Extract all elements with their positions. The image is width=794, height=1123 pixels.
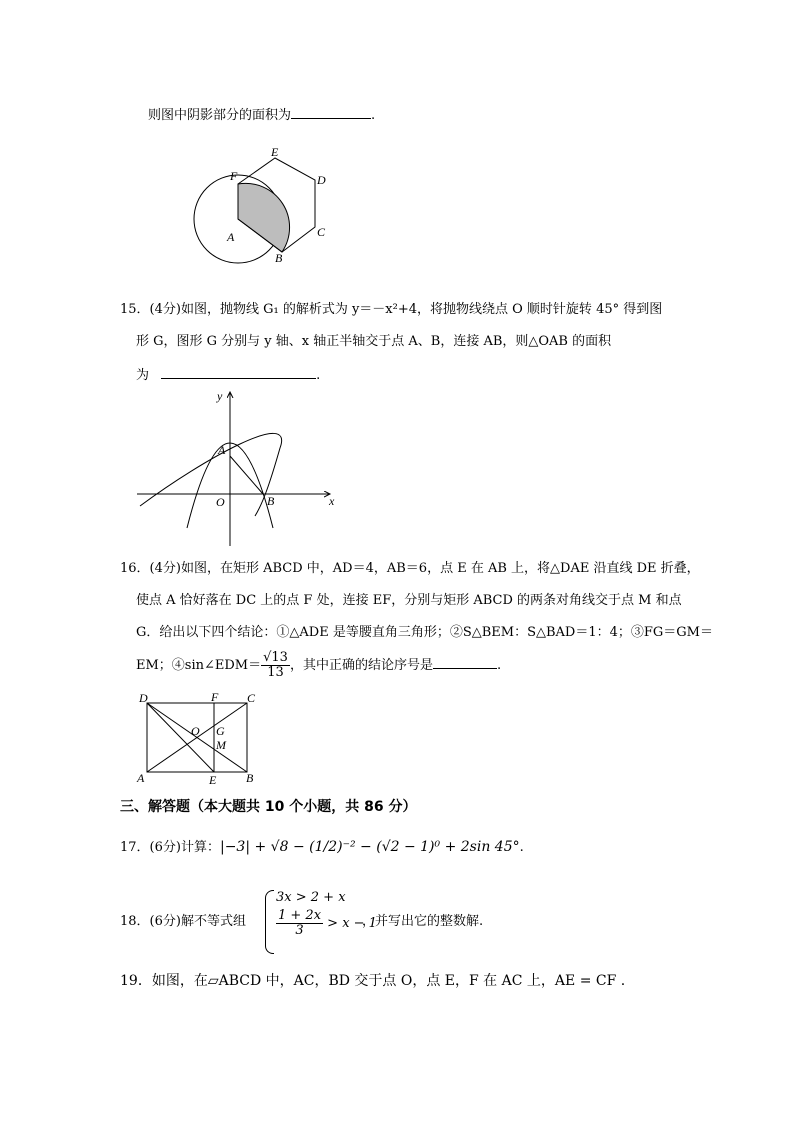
label-b: B <box>275 251 283 265</box>
q18-brace <box>265 890 274 954</box>
q18-suffix: ，并写出它的整数解. <box>362 914 484 929</box>
q16-score: (4分) <box>149 561 181 576</box>
q16-text4b: ，其中正确的结论序号是 <box>289 658 433 673</box>
q18-ineq1: 3x > 2 + x <box>276 890 346 905</box>
q18-prefix: 解不等式组 <box>180 914 246 929</box>
shaded-sector <box>238 183 290 252</box>
q16-text4a: EM；④sin∠EDM＝ <box>136 658 262 673</box>
q16-line2: 使点 A 恰好落在 DC 上的点 F 处，连接 EF，分别与矩形 ABCD 的两条对角线交于点 M 和点 <box>136 593 682 608</box>
label-b: B <box>246 771 254 785</box>
label-g: G <box>216 724 225 738</box>
q16-end: . <box>496 658 502 673</box>
section-title: 三、解答题（本大题共 10 个小题，共 86 分） <box>120 799 417 815</box>
q16-line4 <box>136 651 501 680</box>
q18-frac-num: 1 + 2x <box>278 908 322 923</box>
q15-line2: 形 G，图形 G 分别与 y 轴、x 轴正半轴交于点 A、B，连接 AB，则△OAB 的面积 <box>136 334 612 349</box>
label-c: C <box>247 691 256 705</box>
q15-text3: 为 <box>136 368 150 383</box>
label-e: E <box>209 773 217 786</box>
label-e: E <box>271 145 279 159</box>
q16-line3: G．给出以下四个结论：①△ADE 是等腰直角三角形；②S△BEM：S△BAD＝1：4；③FG＝GM＝ <box>136 625 713 640</box>
q18-ineq2-rhs: > x − 1 <box>327 916 377 931</box>
q17-score: (6分) <box>149 840 181 855</box>
q16-frac-den: 13 <box>267 665 284 680</box>
q18-frac-den: 3 <box>295 923 304 938</box>
q18-score: (6分) <box>149 914 181 929</box>
q15-line1 <box>120 301 662 319</box>
b-label: B <box>267 494 275 508</box>
q14-answer-blank[interactable] <box>291 104 371 119</box>
q18-number: 18． <box>120 914 150 929</box>
q15-end: . <box>316 368 321 383</box>
q15-number: 15． <box>120 302 150 317</box>
label-a: A <box>137 771 145 785</box>
rotated-curve-g <box>140 433 282 516</box>
q15-line3 <box>136 364 320 385</box>
label-f: F <box>230 169 238 183</box>
q16-line1 <box>120 560 700 578</box>
q19-number: 19． <box>120 973 152 989</box>
label-f: F <box>211 690 219 704</box>
label-c: C <box>317 225 326 239</box>
q17-number: 17． <box>120 840 150 855</box>
q16-figure <box>134 690 264 786</box>
q16-frac-num: √13 <box>263 650 288 665</box>
q14-text <box>148 104 375 125</box>
o-label: O <box>216 495 225 509</box>
label-o: O <box>191 724 200 738</box>
label-d: D <box>317 173 326 187</box>
q17-prefix: 计算： <box>180 840 220 855</box>
q19-text: 如图，在▱ABCD 中，AC，BD 交于点 O，点 E，F 在 AC 上，AE = CF . <box>151 973 626 989</box>
q17 <box>120 838 524 857</box>
q16-text1: 如图，在矩形 ABCD 中，AD＝4，AB＝6，点 E 在 AB 上，将△DAE 沿直线 DE 折叠， <box>180 561 700 576</box>
q19 <box>120 972 625 990</box>
segment-de <box>147 703 214 772</box>
q15-figure <box>135 388 345 548</box>
segment-ab <box>230 456 263 494</box>
y-label: y <box>217 389 223 403</box>
x-label: x <box>329 494 335 508</box>
label-d: D <box>139 691 148 705</box>
label-a: A <box>227 230 235 244</box>
q18-ineq2-frac <box>276 909 323 938</box>
q16-answer-blank[interactable] <box>433 654 497 669</box>
q16-number: 16． <box>120 561 150 576</box>
q17-expression: |−3| + √8 − (1/2)⁻² − (√2 − 1)⁰ + 2sin 45° <box>219 839 520 855</box>
q15-score: (4分) <box>149 302 181 317</box>
label-m: M <box>216 738 226 752</box>
q17-end: . <box>519 840 524 855</box>
q18-text <box>120 913 246 931</box>
q15-answer-blank[interactable] <box>161 364 316 379</box>
q14-line: 则图中阴影部分的面积为 <box>148 108 292 123</box>
q16-fraction <box>261 651 290 680</box>
a-label: A <box>218 443 226 457</box>
q14-end: . <box>371 108 376 123</box>
q14-figure <box>180 140 340 270</box>
q15-text1: 如图，抛物线 G₁ 的解析式为 y＝－x²+4，将抛物线绕点 O 顺时针旋转 45° 得到图 <box>180 302 663 317</box>
